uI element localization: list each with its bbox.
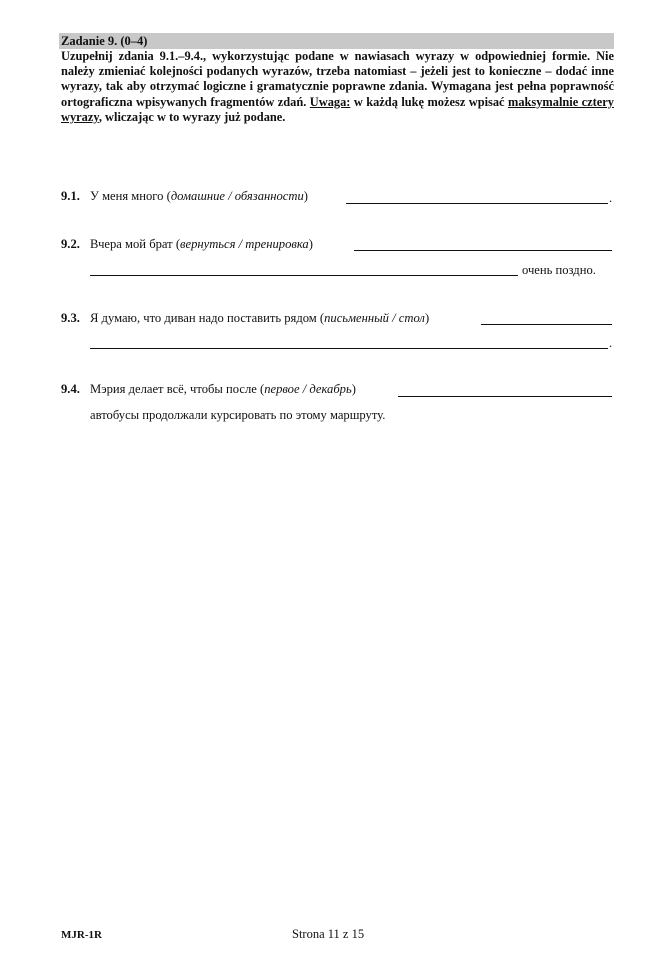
- item-text-close: ): [424, 311, 430, 325]
- answer-blank-9-2a[interactable]: [354, 250, 612, 251]
- note-text-1: w każdą lukę możesz wpisać: [350, 94, 508, 109]
- instructions-text: Uzupełnij zdania 9.1.–9.4., wykorzystując podane w nawiasach wyrazy w odpowiedniej formie. Nie należy zmieniać kolejności podanych wyrazów, trzeba natomiast – jeżeli jest to konieczne – dodać inne wyrazy, tak aby otrzymać logiczne i gramatycznie poprawne zdania. Wymagana jest pełna poprawność ortograficzna wpisywanych fragmentów zdań.: [61, 49, 614, 109]
- item-text-close: ): [303, 189, 308, 203]
- answer-blank-9-3a[interactable]: [481, 324, 612, 325]
- item-end-9-3: .: [609, 336, 613, 350]
- item-text-close: ): [351, 382, 356, 396]
- note-text-2: , wliczając w to wyrazy już podane.: [98, 109, 286, 124]
- item-hint: письменный / стол: [324, 311, 425, 325]
- page-number: Strona 11 z 15: [292, 927, 365, 941]
- item-hint: вернуться / тренировка: [180, 237, 309, 251]
- item-number: 9.1.: [61, 189, 80, 203]
- item-text: У меня много (: [90, 189, 171, 203]
- item-text-close: ): [308, 237, 313, 251]
- item-text: Вчера мой брат (: [90, 237, 181, 251]
- answer-blank-9-2b[interactable]: [90, 275, 518, 276]
- item-end-9-4: автобусы продолжали курсировать по этому маршруту.: [90, 408, 386, 422]
- item-9-3: [61, 310, 429, 326]
- answer-blank-9-4[interactable]: [398, 396, 612, 397]
- task-title: Zadanie 9. (0–4): [59, 33, 614, 49]
- task-instructions: [61, 49, 614, 125]
- item-hint: домашние / обязанности: [170, 189, 304, 203]
- exam-code: MJR-1R: [61, 929, 102, 941]
- item-number: 9.3.: [61, 311, 80, 325]
- item-text: Я думаю, что диван надо поставить рядом (: [90, 311, 325, 325]
- item-9-1: [61, 188, 308, 204]
- item-number: 9.2.: [61, 237, 80, 251]
- item-9-4: [61, 381, 356, 397]
- note-emphasis: maksymalnie cztery wyrazy: [61, 94, 614, 124]
- item-9-2: [61, 236, 313, 252]
- item-number: 9.4.: [61, 382, 80, 396]
- note-label: Uwaga:: [309, 94, 351, 109]
- answer-blank-9-3b[interactable]: [90, 348, 608, 349]
- item-end-9-2: очень поздно.: [522, 263, 596, 277]
- item-end-9-1: .: [609, 191, 613, 205]
- item-hint: первое / декабрь: [264, 382, 352, 396]
- answer-blank-9-1[interactable]: [346, 203, 608, 204]
- item-text: Мэрия делает всё, чтобы после (: [90, 382, 265, 396]
